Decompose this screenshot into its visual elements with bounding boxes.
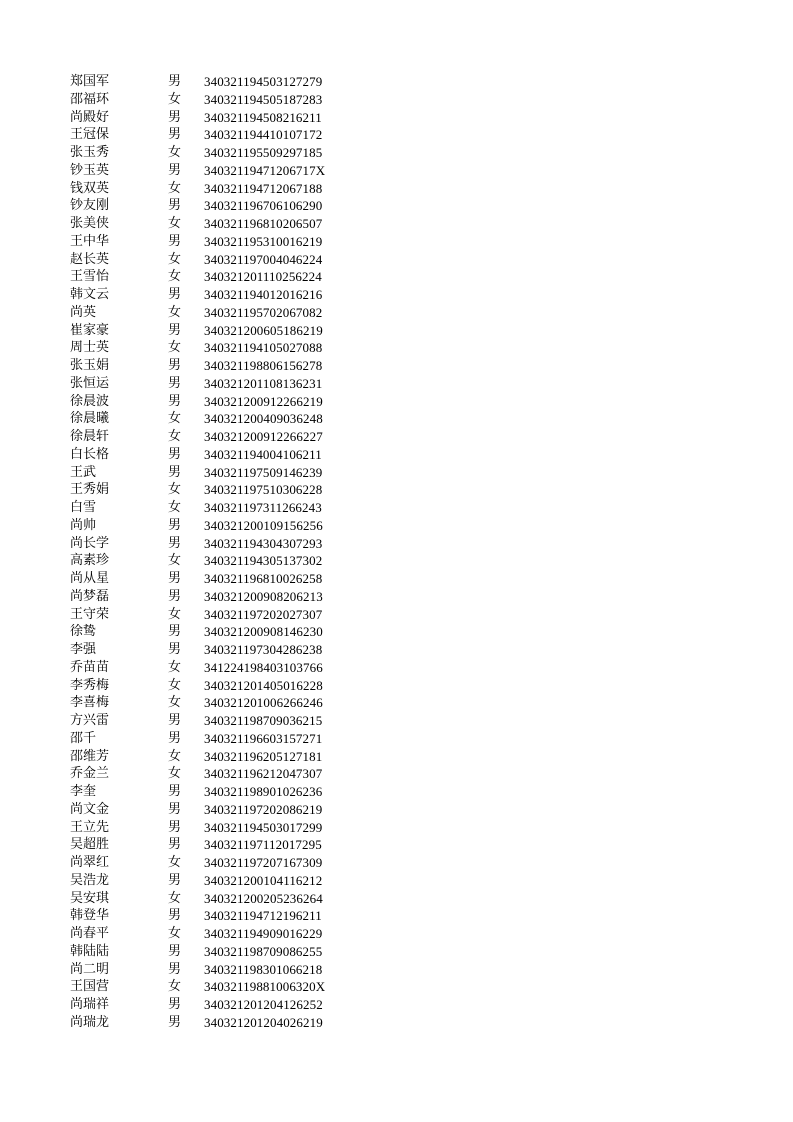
person-name: 张美侠 bbox=[70, 216, 110, 231]
person-name: 王冠保 bbox=[70, 127, 110, 143]
person-id-number: 340321197112017295 bbox=[204, 837, 322, 853]
person-gender: 男 bbox=[168, 730, 182, 746]
list-item bbox=[70, 197, 370, 215]
person-id-number: 340321195310016219 bbox=[204, 233, 323, 249]
person-name: 钞玉英 bbox=[70, 162, 110, 178]
person-name: 赵长英 bbox=[70, 251, 110, 267]
person-id-number: 340321201204126252 bbox=[204, 997, 323, 1012]
person-name: 尚瑞祥 bbox=[70, 997, 110, 1012]
person-name: 尚文金 bbox=[70, 801, 110, 817]
person-name: 乔金兰 bbox=[70, 766, 110, 782]
list-item bbox=[70, 73, 370, 91]
person-name: 吴安琪 bbox=[70, 890, 110, 906]
person-name: 钞友刚 bbox=[70, 198, 110, 214]
person-gender: 男 bbox=[168, 162, 182, 178]
person-name: 韩陆陆 bbox=[70, 943, 110, 959]
person-gender: 男 bbox=[168, 233, 182, 249]
list-item bbox=[70, 552, 370, 570]
person-gender: 男 bbox=[168, 642, 182, 657]
person-name: 尚二明 bbox=[70, 961, 110, 977]
person-id-number: 340321194712067188 bbox=[204, 180, 323, 196]
person-id-number: 340321197311266243 bbox=[204, 500, 322, 515]
person-id-number: 340321198709036215 bbox=[204, 713, 323, 728]
person-name: 高素珍 bbox=[70, 553, 110, 569]
person-name: 郑国军 bbox=[70, 74, 110, 89]
person-gender: 女 bbox=[168, 482, 182, 498]
person-id-number: 340321194508216211 bbox=[204, 109, 322, 125]
person-id-number: 340321200912266227 bbox=[204, 429, 323, 444]
person-gender: 男 bbox=[168, 784, 182, 799]
person-id-number: 340321196205127181 bbox=[204, 748, 323, 764]
person-name: 邵福环 bbox=[70, 91, 110, 107]
list-item bbox=[70, 606, 370, 624]
person-id-number: 340321196603157271 bbox=[204, 730, 323, 746]
list-item bbox=[70, 162, 370, 180]
list-item bbox=[70, 854, 370, 872]
person-name: 邵千 bbox=[70, 730, 97, 746]
person-name: 韩登华 bbox=[70, 908, 110, 924]
person-id-number: 34032119471206717X bbox=[204, 162, 326, 178]
person-id-number: 340321198301066218 bbox=[204, 961, 323, 977]
person-id-number: 340321194503127279 bbox=[204, 74, 323, 89]
person-name: 李奎 bbox=[70, 784, 97, 799]
person-name: 徐鸷 bbox=[70, 624, 97, 640]
list-item bbox=[70, 1014, 370, 1032]
person-id-number: 340321194503017299 bbox=[204, 819, 323, 835]
person-gender: 女 bbox=[168, 216, 182, 231]
list-item bbox=[70, 464, 370, 482]
person-gender: 男 bbox=[168, 588, 182, 604]
list-item bbox=[70, 180, 370, 198]
person-gender: 女 bbox=[168, 411, 182, 427]
list-item bbox=[70, 304, 370, 322]
person-gender: 女 bbox=[168, 606, 182, 622]
list-item bbox=[70, 730, 370, 748]
person-gender: 男 bbox=[168, 375, 182, 391]
list-item bbox=[70, 446, 370, 464]
person-name: 周士英 bbox=[70, 340, 110, 356]
person-name: 徐晨曦 bbox=[70, 411, 110, 427]
person-id-number: 340321197004046224 bbox=[204, 251, 323, 267]
person-id-number: 340321197509146239 bbox=[204, 464, 323, 480]
person-gender: 女 bbox=[168, 251, 182, 267]
person-id-number: 340321194712196211 bbox=[204, 908, 322, 924]
person-name: 尚帅 bbox=[70, 517, 97, 533]
person-name: 王国营 bbox=[70, 979, 110, 995]
person-id-number: 340321194909016229 bbox=[204, 926, 323, 941]
list-item bbox=[70, 836, 370, 854]
person-id-number: 340321197202086219 bbox=[204, 801, 323, 817]
person-gender: 女 bbox=[168, 304, 182, 320]
person-id-number: 34032119881006320X bbox=[204, 979, 326, 995]
person-id-number: 340321200908146230 bbox=[204, 624, 323, 640]
person-name: 韩文云 bbox=[70, 287, 110, 302]
person-gender: 男 bbox=[168, 446, 182, 462]
person-gender: 女 bbox=[168, 659, 182, 675]
person-gender: 女 bbox=[168, 979, 182, 995]
person-name: 徐晨波 bbox=[70, 393, 110, 409]
list-item bbox=[70, 925, 370, 943]
person-gender: 女 bbox=[168, 890, 182, 906]
person-gender: 女 bbox=[168, 180, 182, 196]
person-name: 尚从星 bbox=[70, 571, 110, 586]
person-gender: 男 bbox=[168, 819, 182, 835]
person-id-number: 340321201110256224 bbox=[204, 269, 322, 285]
list-item bbox=[70, 907, 370, 925]
person-id-number: 340321200109156256 bbox=[204, 517, 323, 533]
person-name: 尚长学 bbox=[70, 535, 110, 551]
person-id-number: 340321197202027307 bbox=[204, 606, 323, 622]
person-gender: 女 bbox=[168, 91, 182, 107]
person-name: 方兴雷 bbox=[70, 713, 110, 728]
person-gender: 女 bbox=[168, 855, 182, 870]
list-item bbox=[70, 215, 370, 233]
person-gender: 女 bbox=[168, 677, 182, 693]
list-item bbox=[70, 570, 370, 588]
person-name: 李喜梅 bbox=[70, 695, 110, 711]
person-gender: 男 bbox=[168, 1014, 182, 1030]
list-item bbox=[70, 872, 370, 890]
person-name: 尚殿好 bbox=[70, 109, 110, 125]
person-gender: 女 bbox=[168, 748, 182, 764]
person-id-number: 340321201006266246 bbox=[204, 695, 323, 711]
person-gender: 男 bbox=[168, 837, 182, 853]
person-name: 崔家豪 bbox=[70, 322, 110, 338]
list-item bbox=[70, 712, 370, 730]
person-name: 尚梦磊 bbox=[70, 588, 110, 604]
person-gender: 男 bbox=[168, 961, 182, 977]
person-id-number: 340321200205236264 bbox=[204, 890, 323, 906]
person-gender: 男 bbox=[168, 287, 182, 302]
person-gender: 男 bbox=[168, 464, 182, 480]
person-id-number: 340321197207167309 bbox=[204, 855, 323, 870]
list-item bbox=[70, 694, 370, 712]
person-id-number: 340321200605186219 bbox=[204, 322, 323, 338]
person-name: 吴浩龙 bbox=[70, 872, 110, 888]
list-item bbox=[70, 322, 370, 340]
person-name: 白长格 bbox=[70, 446, 110, 462]
person-gender: 女 bbox=[168, 500, 182, 515]
list-item bbox=[70, 144, 370, 162]
list-item bbox=[70, 91, 370, 109]
person-id-number: 340321194410107172 bbox=[204, 127, 323, 143]
person-gender: 男 bbox=[168, 322, 182, 338]
person-name: 张玉秀 bbox=[70, 145, 110, 160]
person-id-number: 340321198709086255 bbox=[204, 943, 323, 959]
list-item bbox=[70, 410, 370, 428]
person-gender: 男 bbox=[168, 801, 182, 817]
list-item bbox=[70, 641, 370, 659]
person-gender: 男 bbox=[168, 624, 182, 640]
person-id-number: 340321194012016216 bbox=[204, 287, 323, 302]
list-item bbox=[70, 268, 370, 286]
person-gender: 男 bbox=[168, 997, 182, 1012]
person-id-number: 340321201204026219 bbox=[204, 1014, 323, 1030]
person-gender: 男 bbox=[168, 908, 182, 924]
person-name: 王秀娟 bbox=[70, 482, 110, 498]
person-gender: 男 bbox=[168, 517, 182, 533]
person-gender: 男 bbox=[168, 74, 182, 89]
person-id-number: 341224198403103766 bbox=[204, 659, 323, 675]
list-item bbox=[70, 677, 370, 695]
person-id-number: 340321201405016228 bbox=[204, 677, 323, 693]
list-item bbox=[70, 819, 370, 837]
person-gender: 男 bbox=[168, 393, 182, 409]
person-id-number: 340321201108136231 bbox=[204, 375, 323, 391]
person-name: 钱双英 bbox=[70, 180, 110, 196]
person-id-number: 340321194305137302 bbox=[204, 553, 323, 569]
list-item bbox=[70, 499, 370, 517]
list-item bbox=[70, 535, 370, 553]
person-name: 李秀梅 bbox=[70, 677, 110, 693]
person-gender: 女 bbox=[168, 926, 182, 941]
list-item bbox=[70, 961, 370, 979]
list-item bbox=[70, 481, 370, 499]
person-id-number: 340321196810026258 bbox=[204, 571, 323, 586]
person-gender: 男 bbox=[168, 358, 182, 373]
person-gender: 男 bbox=[168, 127, 182, 143]
person-gender: 女 bbox=[168, 429, 182, 444]
list-item bbox=[70, 428, 370, 446]
person-id-number: 340321194304307293 bbox=[204, 535, 323, 551]
person-gender: 男 bbox=[168, 713, 182, 728]
person-gender: 女 bbox=[168, 340, 182, 356]
person-name: 邵维芳 bbox=[70, 748, 110, 764]
person-name: 王武 bbox=[70, 464, 97, 480]
list-item bbox=[70, 783, 370, 801]
list-item bbox=[70, 659, 370, 677]
person-id-number: 340321200409036248 bbox=[204, 411, 323, 427]
list-item bbox=[70, 890, 370, 908]
person-id-number: 340321196706106290 bbox=[204, 198, 323, 214]
person-gender: 男 bbox=[168, 198, 182, 214]
person-gender: 男 bbox=[168, 571, 182, 586]
person-gender: 女 bbox=[168, 766, 182, 782]
person-name: 王立先 bbox=[70, 819, 110, 835]
person-name: 王守荣 bbox=[70, 606, 110, 622]
person-name: 王雪怡 bbox=[70, 269, 110, 285]
list-item bbox=[70, 126, 370, 144]
person-gender: 女 bbox=[168, 695, 182, 711]
list-item bbox=[70, 109, 370, 127]
person-name: 张玉娟 bbox=[70, 358, 110, 373]
person-name: 徐晨轩 bbox=[70, 429, 110, 444]
list-item bbox=[70, 286, 370, 304]
person-id-number: 340321195702067082 bbox=[204, 304, 323, 320]
person-list bbox=[70, 73, 370, 1032]
person-gender: 男 bbox=[168, 943, 182, 959]
person-name: 乔苗苗 bbox=[70, 659, 110, 675]
person-name: 张恒运 bbox=[70, 375, 110, 391]
person-gender: 女 bbox=[168, 145, 182, 160]
list-item bbox=[70, 943, 370, 961]
list-item bbox=[70, 357, 370, 375]
person-name: 尚英 bbox=[70, 304, 97, 320]
person-id-number: 340321200912266219 bbox=[204, 393, 323, 409]
person-gender: 男 bbox=[168, 535, 182, 551]
person-id-number: 340321195509297185 bbox=[204, 145, 323, 160]
person-id-number: 340321200104116212 bbox=[204, 872, 323, 888]
list-item bbox=[70, 588, 370, 606]
person-gender: 女 bbox=[168, 553, 182, 569]
list-item bbox=[70, 996, 370, 1014]
person-name: 尚春平 bbox=[70, 926, 110, 941]
person-name: 李强 bbox=[70, 642, 97, 657]
list-item bbox=[70, 765, 370, 783]
person-name: 尚翠红 bbox=[70, 855, 110, 870]
person-name: 王中华 bbox=[70, 233, 110, 249]
person-gender: 女 bbox=[168, 269, 182, 285]
person-id-number: 340321194105027088 bbox=[204, 340, 323, 356]
person-id-number: 340321197510306228 bbox=[204, 482, 323, 498]
list-item bbox=[70, 251, 370, 269]
list-item bbox=[70, 748, 370, 766]
list-item bbox=[70, 517, 370, 535]
list-item bbox=[70, 623, 370, 641]
person-name: 白雪 bbox=[70, 500, 97, 515]
person-id-number: 340321198901026236 bbox=[204, 784, 323, 799]
list-item bbox=[70, 393, 370, 411]
person-id-number: 340321198806156278 bbox=[204, 358, 323, 373]
person-id-number: 340321200908206213 bbox=[204, 588, 323, 604]
person-gender: 男 bbox=[168, 109, 182, 125]
list-item bbox=[70, 339, 370, 357]
list-item bbox=[70, 978, 370, 996]
person-id-number: 340321194505187283 bbox=[204, 91, 323, 107]
person-name: 尚瑞龙 bbox=[70, 1014, 110, 1030]
person-id-number: 340321196212047307 bbox=[204, 766, 323, 782]
list-item bbox=[70, 801, 370, 819]
person-id-number: 340321197304286238 bbox=[204, 642, 323, 657]
person-gender: 男 bbox=[168, 872, 182, 888]
list-item bbox=[70, 375, 370, 393]
person-name: 吴超胜 bbox=[70, 837, 110, 853]
person-id-number: 340321194004106211 bbox=[204, 446, 322, 462]
list-item bbox=[70, 233, 370, 251]
person-id-number: 340321196810206507 bbox=[204, 216, 323, 231]
